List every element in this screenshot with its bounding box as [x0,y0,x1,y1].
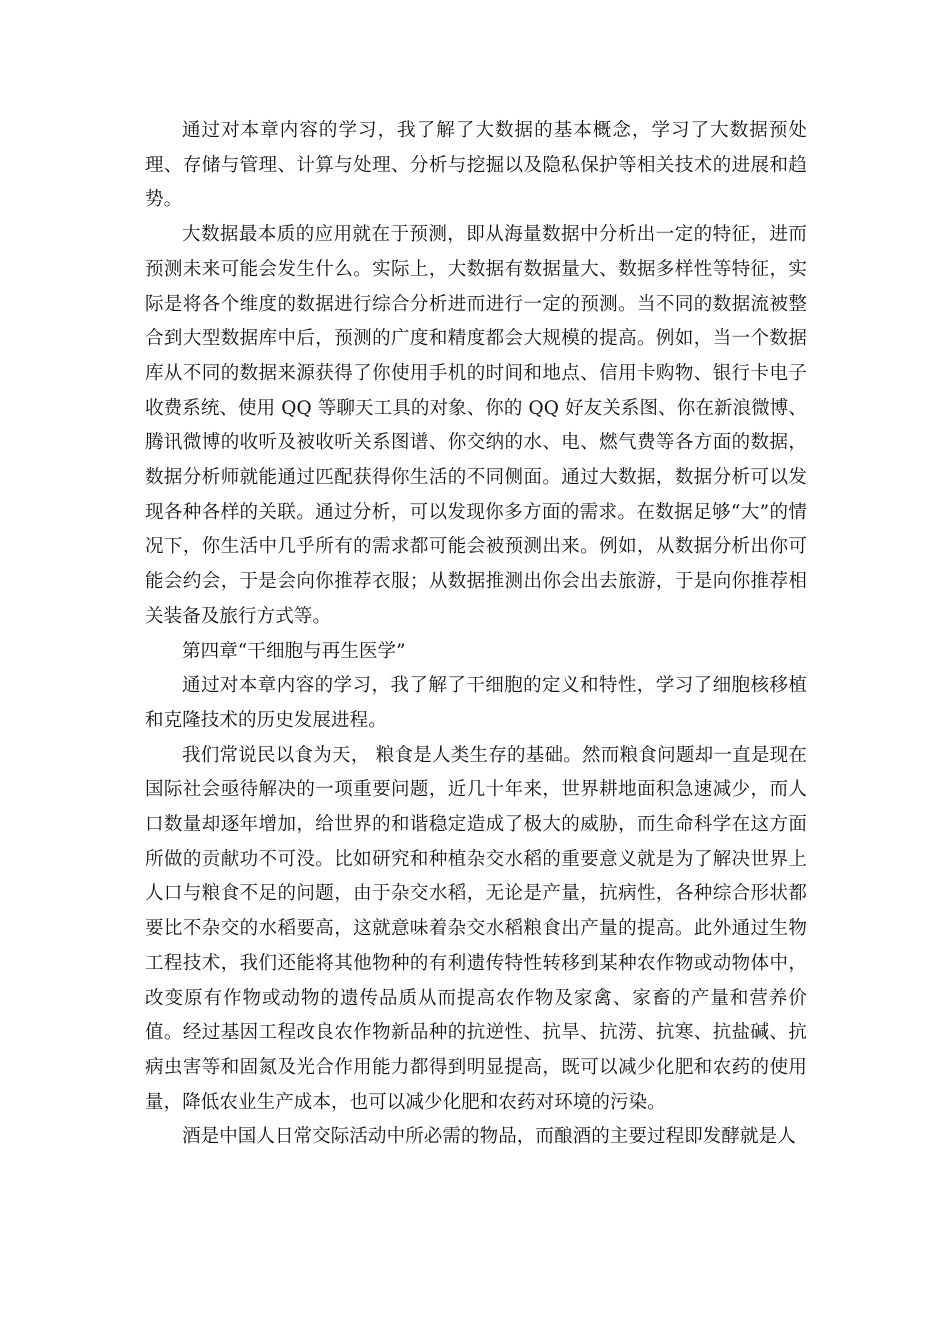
chapter-four-heading: 第四章“干细胞与再生医学” [182,640,406,662]
paragraph-wine-fermentation: 酒是中国人日常交际活动中所必需的物品，而酿酒的主要过程即发酵就是人 [182,1126,796,1148]
paragraph-big-data-summary: 通过对本章内容的学习，我了解了大数据的基本概念，学习了大数据预处理、存储与管理、计算与处理、分析与挖掘以及隐私保护等相关技术的进展和趋势。 [145,120,807,211]
paragraph-stem-cell-summary: 通过对本章内容的学习，我了解了干细胞的定义和特性，学习了细胞核移植和克隆技术的历史发展进程。 [145,675,807,731]
document-page [145,114,807,1155]
paragraph-big-data-prediction: 大数据最本质的应用就在于预测，即从海量数据中分析出一定的特征，进而预测未来可能会发生什么。实际上，大数据有数据量大、数据多样性等特征，实际是将各个维度的数据进行综合分析进而进行一定的预测。当不同的数据流被整合到大型数据库中后，预测的广度和精度都会大规模的提高。例如，当一个数据库从不同的数据来源获得了你使用手机的时间和地点、信用卡购物、银行卡电子收费系统、使用 QQ 等聊天工具的对象、你的 QQ 好友关系图、你在新浪微博、腾讯微博的收听及被收听关系图谱、你交纳的水、电、燃气费等各方面的数据，数据分析师就能通过匹配获得你生活的不同侧面。通过大数据，数据分析可以发现各种各样的关联。通过分析，可以发现你多方面的需求。在数据足够“大”的情况下，你生活中几乎所有的需求都可能会被预测出来。例如，从数据分析出你可能会约会，于是会向你推荐衣服；从数据推测出你会出去旅游，于是向你推荐相关装备及旅行方式等。 [145,224,807,627]
paragraph-food-problem: 我们常说民以食为天， 粮食是人类生存的基础。然而粮食问题却一直是现在国际社会亟待解决的一项重要问题，近几十年来，世界耕地面积急速减少，而人口数量却逐年增加，给世界的和谐稳定造成了极大的威胁，而生命科学在这方面所做的贡献功不可没。比如研究和种植杂交水稻的重要意义就是为了解决世界上人口与粮食不足的问题，由于杂交水稻，无论是产量，抗病性，各种综合形状都要比不杂交的水稻要高，这就意味着杂交水稻粮食出产量的提高。此外通过生物工程技术，我们还能将其他物种的有利遗传特性转移到某种农作物或动物体中，改变原有作物或动物的遗传品质从而提高农作物及家禽、家畜的产量和营养价值。经过基因工程改良农作物新品种的抗逆性、抗旱、抗涝、抗寒、抗盐碱、抗病虫害等和固氮及光合作用能力都得到明显提高，既可以减少化肥和农药的使用量，降低农业生产成本，也可以减少化肥和农药对环境的污染。 [145,744,807,1113]
